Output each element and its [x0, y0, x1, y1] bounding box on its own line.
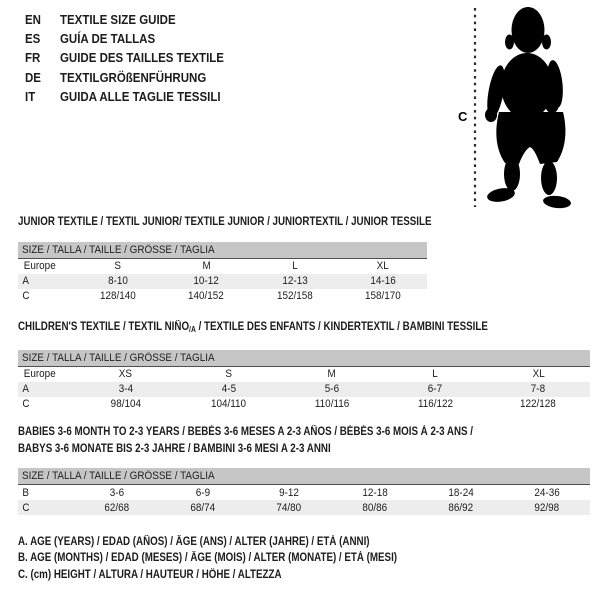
- babies-size-table: [18, 485, 590, 515]
- value-cell: 12-18: [362, 486, 388, 499]
- section-title: [18, 319, 590, 339]
- table-row: [18, 485, 590, 500]
- value-cell: 14-16: [370, 275, 396, 287]
- size-header-bar: [18, 242, 427, 259]
- size-header-text: SIZE / TALLA / TAILLE / GRÖSSE / TAGLIA: [22, 351, 215, 364]
- value-cell: 5-6: [324, 383, 340, 395]
- row-label-cell: A: [22, 383, 29, 395]
- row-label-cell: Europe: [23, 260, 56, 272]
- table-row: [18, 500, 590, 515]
- language-code: FR: [25, 51, 41, 66]
- value-cell: XL: [532, 368, 545, 380]
- section-title-line2: BABYS 3-6 MONATE BIS 2-3 JAHRE / BAMBINI 3-6 MESI A 2-3 ANNI: [18, 442, 331, 455]
- value-cell: 98/104: [110, 398, 141, 410]
- value-cell: 122/128: [520, 398, 557, 410]
- section-junior-textile: [18, 214, 432, 304]
- value-cell: 110/116: [314, 398, 350, 410]
- language-code: DE: [25, 70, 41, 85]
- row-label-cell: A: [22, 275, 29, 287]
- row-label-cell: C: [22, 501, 30, 514]
- value-cell: 68/74: [190, 501, 216, 514]
- value-cell: S: [225, 368, 233, 380]
- value-cell: L: [291, 260, 298, 272]
- size-header-text: SIZE / TALLA / TAILLE / GRÖSSE / TAGLIA: [22, 243, 215, 256]
- value-cell: 4-5: [221, 383, 236, 395]
- language-row: [25, 49, 224, 68]
- value-cell: 80/86: [362, 501, 388, 514]
- junior-size-table: [18, 259, 427, 304]
- children-size-table: [18, 367, 590, 412]
- value-cell: 140/152: [188, 290, 225, 302]
- language-guide-title: GUIDE DES TAILLES TEXTILE: [59, 51, 224, 66]
- section-title-text: CHILDREN'S TEXTILE / TEXTIL NIÑO/A / TEXTILE DES ENFANTS / KINDERTEXTIL / BAMBINI TESSILE: [18, 321, 488, 334]
- section-title: [18, 424, 590, 457]
- section-title-line1: BABIES 3-6 MONTH TO 2-3 YEARS / BEBÉS 3-6 MESES A 2-3 AÑOS / BÉBÉS 3-6 MOIS À 2-3 ANS /: [18, 426, 474, 438]
- row-label-cell: C: [22, 398, 30, 410]
- language-code: ES: [25, 32, 41, 47]
- table-row: [18, 382, 590, 397]
- value-cell: 9-12: [279, 486, 299, 499]
- value-cell: 8-10: [108, 275, 129, 287]
- legend-line: C. (cm) HEIGHT / ALTURA / HAUTEUR / HÖHE / ALTEZZA: [18, 568, 282, 581]
- table-row: [18, 259, 427, 274]
- language-code: IT: [25, 89, 36, 104]
- baby-silhouette-icon: [484, 7, 572, 209]
- table-row: [18, 289, 427, 304]
- value-cell: 158/170: [364, 290, 401, 302]
- value-cell: 92/98: [534, 501, 560, 514]
- row-label-cell: B: [22, 486, 29, 499]
- section-title-text: JUNIOR TEXTILE / TEXTIL JUNIOR/ TEXTILE JUNIOR / JUNIORTEXTIL / JUNIOR TESSILE: [18, 216, 432, 228]
- language-guide-title: GUÍA DE TALLAS: [59, 32, 156, 47]
- language-code: EN: [25, 13, 41, 27]
- value-cell: 62/68: [104, 501, 130, 514]
- value-cell: 6-9: [195, 486, 211, 499]
- value-cell: 152/158: [276, 290, 313, 302]
- legend: [18, 534, 464, 583]
- language-guide-title: TEXTILE SIZE GUIDE: [59, 13, 176, 27]
- language-row: [25, 11, 224, 30]
- value-cell: XL: [376, 260, 389, 272]
- value-cell: 116/122: [417, 398, 453, 410]
- legend-line: A. AGE (YEARS) / EDAD (AÑOS) / ÂGE (ANS) / ALTER (JAHRE) / ETÀ (ANNI): [18, 536, 370, 548]
- height-letter: C: [458, 109, 468, 124]
- value-cell: 12-13: [281, 275, 308, 287]
- value-cell: M: [327, 368, 337, 380]
- language-row: [25, 69, 224, 88]
- value-cell: 7-8: [531, 383, 546, 395]
- table-row: [18, 274, 427, 289]
- value-cell: 86/92: [448, 501, 474, 514]
- row-label-cell: C: [22, 290, 30, 302]
- value-cell: L: [432, 368, 438, 380]
- value-cell: 74/80: [276, 501, 302, 514]
- value-cell: 18-24: [448, 486, 474, 499]
- table-row: [18, 397, 590, 412]
- table-row: [18, 367, 590, 382]
- language-list: [25, 11, 241, 107]
- value-cell: S: [114, 260, 122, 272]
- language-row: [25, 30, 224, 49]
- size-header-bar: [18, 468, 590, 485]
- value-cell: 10-12: [193, 275, 220, 287]
- language-guide-title: TEXTILGRÖßENFÜHRUNG: [59, 70, 207, 85]
- size-header-text: SIZE / TALLA / TAILLE / GRÖSSE / TAGLIA: [22, 470, 215, 482]
- size-header-bar: [18, 350, 590, 367]
- value-cell: 128/140: [100, 290, 137, 302]
- value-cell: 3-4: [118, 383, 133, 395]
- row-label-cell: Europe: [23, 368, 56, 380]
- section-title: [18, 214, 432, 231]
- language-row: [25, 88, 224, 107]
- value-cell: 6-7: [427, 383, 443, 395]
- section-babies-textile: [18, 424, 590, 515]
- value-cell: M: [202, 260, 211, 272]
- value-cell: 3-6: [109, 486, 125, 499]
- section-children-textile: [18, 319, 590, 412]
- value-cell: 104/110: [211, 398, 247, 410]
- value-cell: 24-36: [534, 486, 560, 499]
- language-guide-title: GUIDA ALLE TAGLIE TESSILI: [59, 89, 221, 104]
- value-cell: XS: [118, 368, 133, 380]
- baby-figure: [450, 2, 600, 212]
- legend-line: B. AGE (MONTHS) / EDAD (MESES) / ÂGE (MOIS) / ALTER (MONATE) / ETÀ (MESI): [18, 552, 398, 565]
